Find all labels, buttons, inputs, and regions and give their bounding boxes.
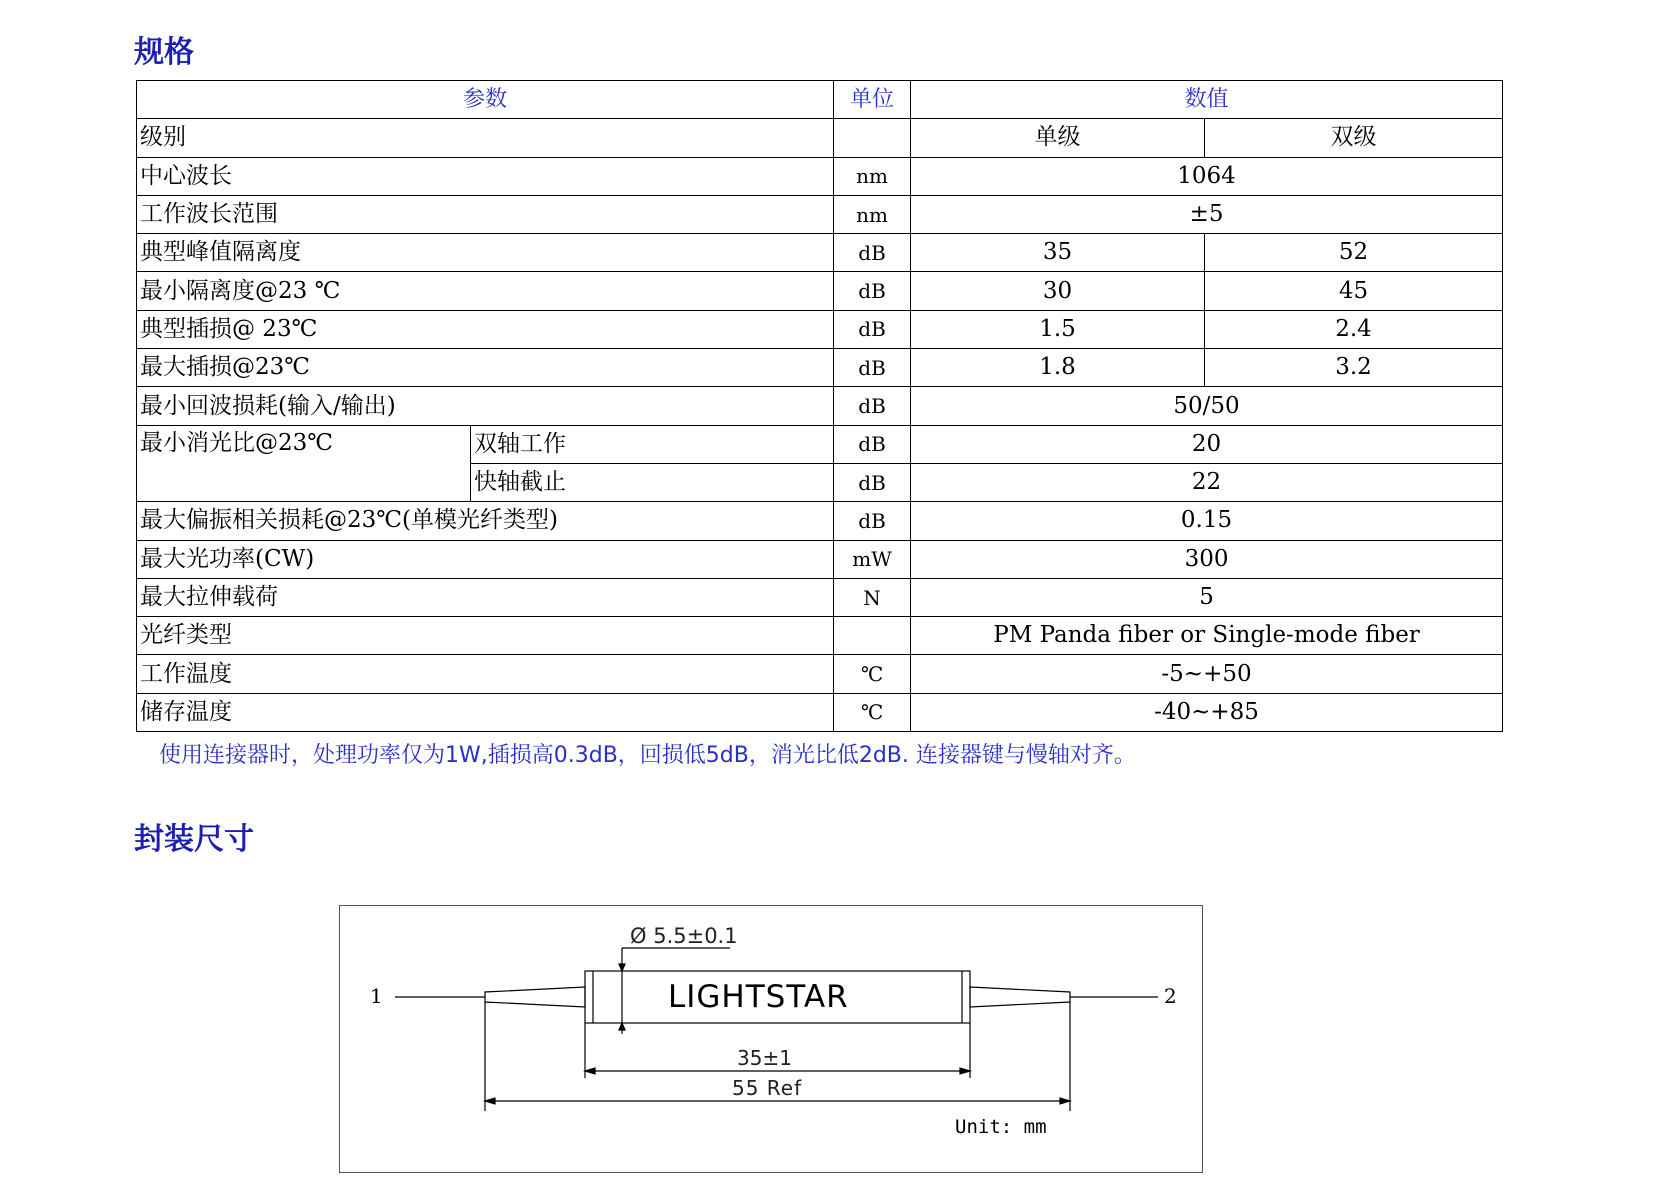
row-label: 储存温度 [137, 693, 834, 731]
table-row [137, 387, 1503, 425]
connector-note: 使用连接器时，处理功率仅为1W,插损高0.3dB，回损低5dB，消光比低2dB. 连接器键与慢轴对齐。 [159, 743, 1136, 768]
value-single: 1.5 [911, 310, 1205, 348]
row-unit: N [834, 578, 911, 616]
row-unit: dB [834, 234, 911, 272]
table-row [137, 693, 1503, 731]
unit-label: Unit: mm [955, 1116, 1047, 1138]
row-unit: dB [834, 272, 911, 310]
row-value: 20 [911, 425, 1503, 463]
row-unit: ℃ [834, 655, 911, 693]
value-single: 35 [911, 234, 1205, 272]
value-single: 30 [911, 272, 1205, 310]
row-label: 光纤类型 [137, 617, 834, 655]
table-row [137, 425, 1503, 463]
row-unit: dB [834, 387, 911, 425]
header-param: 参数 [137, 81, 834, 119]
row-label: 最小隔离度@23 ℃ [137, 272, 834, 310]
row-label: 最大光功率(CW) [137, 540, 834, 578]
table-row [137, 119, 1503, 157]
header-unit: 单位 [834, 81, 911, 119]
row-unit: mW [834, 540, 911, 578]
row-unit [834, 617, 911, 655]
overall-length-label: 55 Ref [732, 1076, 803, 1100]
row-label: 典型插损@ 23℃ [137, 310, 834, 348]
row-value: PM Panda fiber or Single-mode fiber [911, 617, 1503, 655]
row-value: -5~+50 [911, 655, 1503, 693]
table-row [137, 349, 1503, 387]
package-heading: 封装尺寸 [134, 822, 254, 857]
row-unit [834, 119, 911, 157]
port-label-right: 2 [1164, 984, 1177, 1008]
spec-heading: 规格 [134, 35, 194, 70]
table-row [137, 157, 1503, 195]
header-value: 数值 [911, 81, 1503, 119]
row-unit: dB [834, 502, 911, 540]
table-row [137, 578, 1503, 616]
sub-label: 快轴截止 [471, 463, 834, 501]
diameter-label: Ø 5.5±0.1 [630, 924, 738, 948]
value-dual: 3.2 [1205, 349, 1503, 387]
row-value: 50/50 [911, 387, 1503, 425]
row-label: 最大插损@23℃ [137, 349, 834, 387]
row-value: 5 [911, 578, 1503, 616]
row-unit: dB [834, 425, 911, 463]
boot-left [485, 987, 585, 1007]
row-unit: dB [834, 349, 911, 387]
value-dual: 52 [1205, 234, 1503, 272]
row-label: 最大拉伸载荷 [137, 578, 834, 616]
port-label-left: 1 [370, 984, 383, 1008]
table-row [137, 310, 1503, 348]
spec-table [136, 80, 1503, 732]
row-value: 22 [911, 463, 1503, 501]
table-row [137, 234, 1503, 272]
package-drawing [339, 905, 1203, 1173]
table-row [137, 502, 1503, 540]
grade-dual: 双级 [1205, 119, 1503, 157]
row-label: 最小回波损耗(输入/输出) [137, 387, 834, 425]
row-unit: dB [834, 310, 911, 348]
boot-right [970, 987, 1070, 1007]
row-value: -40~+85 [911, 693, 1503, 731]
row-label: 最大偏振相关损耗@23℃(单模光纤类型) [137, 502, 834, 540]
table-row [137, 272, 1503, 310]
grade-single: 单级 [911, 119, 1205, 157]
row-label: 最小消光比@23℃ [137, 425, 471, 502]
table-row [137, 617, 1503, 655]
row-label: 工作温度 [137, 655, 834, 693]
row-unit: dB [834, 463, 911, 501]
row-label: 典型峰值隔离度 [137, 234, 834, 272]
row-unit: ℃ [834, 693, 911, 731]
brand-label: LIGHTSTAR [668, 979, 849, 1015]
row-unit: nm [834, 157, 911, 195]
table-header-row [137, 81, 1503, 119]
row-label: 级别 [137, 119, 834, 157]
row-label: 中心波长 [137, 157, 834, 195]
value-single: 1.8 [911, 349, 1205, 387]
row-label: 工作波长范围 [137, 195, 834, 233]
table-row [137, 655, 1503, 693]
row-value: 300 [911, 540, 1503, 578]
row-value: 0.15 [911, 502, 1503, 540]
table-row [137, 195, 1503, 233]
row-value: 1064 [911, 157, 1503, 195]
sub-label: 双轴工作 [471, 425, 834, 463]
row-unit: nm [834, 195, 911, 233]
value-dual: 2.4 [1205, 310, 1503, 348]
package-drawing-svg [340, 906, 1204, 1174]
row-value: ±5 [911, 195, 1503, 233]
table-row [137, 540, 1503, 578]
body-length-label: 35±1 [737, 1046, 792, 1070]
value-dual: 45 [1205, 272, 1503, 310]
